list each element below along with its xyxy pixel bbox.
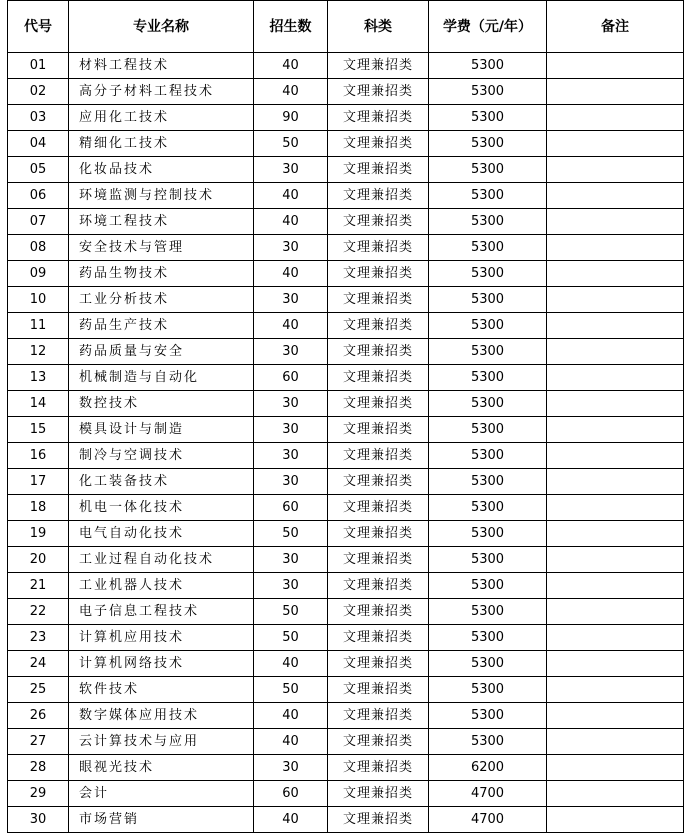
table-row <box>8 183 684 209</box>
cell-remark <box>547 599 684 625</box>
cell-category: 文理兼招类 <box>328 183 429 209</box>
table-row <box>8 157 684 183</box>
cell-code: 27 <box>8 729 69 755</box>
cell-category: 文理兼招类 <box>328 287 429 313</box>
header-fee: 学费（元/年） <box>429 1 547 53</box>
cell-remark <box>547 443 684 469</box>
header-quota: 招生数 <box>254 1 328 53</box>
cell-fee: 6200 <box>429 755 547 781</box>
cell-fee: 5300 <box>429 443 547 469</box>
cell-major-name: 环境监测与控制技术 <box>69 183 254 209</box>
cell-remark <box>547 235 684 261</box>
cell-quota: 30 <box>254 573 328 599</box>
cell-major-name: 数字媒体应用技术 <box>69 703 254 729</box>
cell-remark <box>547 677 684 703</box>
cell-fee: 5300 <box>429 209 547 235</box>
cell-remark <box>547 755 684 781</box>
cell-major-name: 药品生物技术 <box>69 261 254 287</box>
cell-code: 05 <box>8 157 69 183</box>
table-row <box>8 417 684 443</box>
cell-remark <box>547 729 684 755</box>
cell-code: 18 <box>8 495 69 521</box>
cell-fee: 5300 <box>429 599 547 625</box>
cell-fee: 5300 <box>429 365 547 391</box>
cell-quota: 50 <box>254 521 328 547</box>
table-row <box>8 53 684 79</box>
cell-quota: 30 <box>254 391 328 417</box>
cell-remark <box>547 79 684 105</box>
cell-category: 文理兼招类 <box>328 391 429 417</box>
cell-category: 文理兼招类 <box>328 651 429 677</box>
cell-remark <box>547 703 684 729</box>
table-row <box>8 131 684 157</box>
cell-major-name: 药品生产技术 <box>69 313 254 339</box>
header-code: 代号 <box>8 1 69 53</box>
cell-quota: 40 <box>254 79 328 105</box>
table-row <box>8 443 684 469</box>
table-row <box>8 547 684 573</box>
cell-category: 文理兼招类 <box>328 521 429 547</box>
header-name: 专业名称 <box>69 1 254 53</box>
cell-major-name: 精细化工技术 <box>69 131 254 157</box>
cell-category: 文理兼招类 <box>328 131 429 157</box>
cell-fee: 5300 <box>429 677 547 703</box>
cell-major-name: 电气自动化技术 <box>69 521 254 547</box>
cell-major-name: 电子信息工程技术 <box>69 599 254 625</box>
cell-fee: 5300 <box>429 105 547 131</box>
cell-remark <box>547 521 684 547</box>
cell-category: 文理兼招类 <box>328 443 429 469</box>
cell-category: 文理兼招类 <box>328 53 429 79</box>
cell-category: 文理兼招类 <box>328 157 429 183</box>
table-row <box>8 313 684 339</box>
cell-category: 文理兼招类 <box>328 703 429 729</box>
header-row <box>8 1 684 53</box>
cell-major-name: 会计 <box>69 781 254 807</box>
cell-category: 文理兼招类 <box>328 79 429 105</box>
cell-fee: 5300 <box>429 235 547 261</box>
cell-major-name: 机电一体化技术 <box>69 495 254 521</box>
cell-remark <box>547 53 684 79</box>
cell-major-name: 计算机网络技术 <box>69 651 254 677</box>
table-body <box>8 53 684 833</box>
table-row <box>8 573 684 599</box>
cell-quota: 90 <box>254 105 328 131</box>
cell-major-name: 药品质量与安全 <box>69 339 254 365</box>
table-row <box>8 781 684 807</box>
cell-fee: 5300 <box>429 703 547 729</box>
cell-code: 13 <box>8 365 69 391</box>
cell-category: 文理兼招类 <box>328 625 429 651</box>
cell-fee: 5300 <box>429 79 547 105</box>
cell-category: 文理兼招类 <box>328 313 429 339</box>
cell-remark <box>547 469 684 495</box>
cell-code: 20 <box>8 547 69 573</box>
cell-code: 28 <box>8 755 69 781</box>
cell-quota: 40 <box>254 209 328 235</box>
cell-category: 文理兼招类 <box>328 755 429 781</box>
table-row <box>8 365 684 391</box>
cell-code: 30 <box>8 807 69 833</box>
cell-code: 07 <box>8 209 69 235</box>
cell-category: 文理兼招类 <box>328 729 429 755</box>
cell-code: 24 <box>8 651 69 677</box>
table-row <box>8 235 684 261</box>
cell-quota: 40 <box>254 807 328 833</box>
cell-fee: 5300 <box>429 495 547 521</box>
cell-code: 29 <box>8 781 69 807</box>
cell-major-name: 模具设计与制造 <box>69 417 254 443</box>
cell-quota: 30 <box>254 235 328 261</box>
cell-remark <box>547 131 684 157</box>
cell-major-name: 化工装备技术 <box>69 469 254 495</box>
cell-major-name: 工业过程自动化技术 <box>69 547 254 573</box>
cell-category: 文理兼招类 <box>328 209 429 235</box>
cell-code: 11 <box>8 313 69 339</box>
table-row <box>8 495 684 521</box>
cell-fee: 5300 <box>429 261 547 287</box>
cell-fee: 5300 <box>429 339 547 365</box>
cell-major-name: 云计算技术与应用 <box>69 729 254 755</box>
cell-code: 17 <box>8 469 69 495</box>
cell-code: 08 <box>8 235 69 261</box>
cell-major-name: 市场营销 <box>69 807 254 833</box>
cell-quota: 50 <box>254 131 328 157</box>
cell-major-name: 制冷与空调技术 <box>69 443 254 469</box>
cell-fee: 4700 <box>429 781 547 807</box>
cell-major-name: 眼视光技术 <box>69 755 254 781</box>
cell-category: 文理兼招类 <box>328 781 429 807</box>
cell-fee: 5300 <box>429 287 547 313</box>
cell-remark <box>547 781 684 807</box>
cell-remark <box>547 287 684 313</box>
cell-code: 02 <box>8 79 69 105</box>
cell-code: 10 <box>8 287 69 313</box>
cell-quota: 30 <box>254 443 328 469</box>
table-row <box>8 469 684 495</box>
cell-fee: 5300 <box>429 729 547 755</box>
cell-major-name: 计算机应用技术 <box>69 625 254 651</box>
cell-code: 25 <box>8 677 69 703</box>
cell-code: 12 <box>8 339 69 365</box>
cell-fee: 5300 <box>429 391 547 417</box>
table-row <box>8 677 684 703</box>
cell-fee: 5300 <box>429 469 547 495</box>
cell-category: 文理兼招类 <box>328 599 429 625</box>
cell-quota: 60 <box>254 365 328 391</box>
enrollment-table <box>7 0 684 833</box>
cell-fee: 5300 <box>429 157 547 183</box>
cell-remark <box>547 209 684 235</box>
cell-category: 文理兼招类 <box>328 547 429 573</box>
cell-quota: 40 <box>254 53 328 79</box>
cell-major-name: 机械制造与自动化 <box>69 365 254 391</box>
cell-code: 19 <box>8 521 69 547</box>
cell-quota: 30 <box>254 469 328 495</box>
cell-category: 文理兼招类 <box>328 261 429 287</box>
cell-category: 文理兼招类 <box>328 573 429 599</box>
cell-fee: 5300 <box>429 573 547 599</box>
table-row <box>8 79 684 105</box>
cell-major-name: 工业机器人技术 <box>69 573 254 599</box>
cell-fee: 5300 <box>429 521 547 547</box>
cell-major-name: 安全技术与管理 <box>69 235 254 261</box>
cell-category: 文理兼招类 <box>328 469 429 495</box>
cell-fee: 5300 <box>429 625 547 651</box>
table-row <box>8 261 684 287</box>
table-row <box>8 807 684 833</box>
cell-fee: 5300 <box>429 651 547 677</box>
cell-remark <box>547 573 684 599</box>
table-row <box>8 651 684 677</box>
cell-quota: 40 <box>254 313 328 339</box>
cell-remark <box>547 339 684 365</box>
cell-code: 03 <box>8 105 69 131</box>
table-row <box>8 703 684 729</box>
cell-major-name: 化妆品技术 <box>69 157 254 183</box>
cell-category: 文理兼招类 <box>328 807 429 833</box>
cell-fee: 5300 <box>429 131 547 157</box>
header-category: 科类 <box>328 1 429 53</box>
cell-fee: 5300 <box>429 417 547 443</box>
table-row <box>8 105 684 131</box>
cell-quota: 30 <box>254 287 328 313</box>
cell-category: 文理兼招类 <box>328 677 429 703</box>
cell-remark <box>547 651 684 677</box>
cell-major-name: 数控技术 <box>69 391 254 417</box>
cell-quota: 50 <box>254 677 328 703</box>
cell-quota: 50 <box>254 625 328 651</box>
cell-code: 14 <box>8 391 69 417</box>
cell-quota: 60 <box>254 495 328 521</box>
table-row <box>8 209 684 235</box>
cell-major-name: 工业分析技术 <box>69 287 254 313</box>
cell-code: 15 <box>8 417 69 443</box>
cell-quota: 50 <box>254 599 328 625</box>
cell-category: 文理兼招类 <box>328 235 429 261</box>
table-row <box>8 755 684 781</box>
cell-category: 文理兼招类 <box>328 495 429 521</box>
cell-category: 文理兼招类 <box>328 339 429 365</box>
cell-remark <box>547 261 684 287</box>
cell-quota: 60 <box>254 781 328 807</box>
cell-fee: 5300 <box>429 547 547 573</box>
cell-code: 01 <box>8 53 69 79</box>
cell-remark <box>547 183 684 209</box>
cell-major-name: 环境工程技术 <box>69 209 254 235</box>
cell-code: 16 <box>8 443 69 469</box>
cell-quota: 30 <box>254 755 328 781</box>
cell-code: 09 <box>8 261 69 287</box>
cell-remark <box>547 365 684 391</box>
cell-quota: 40 <box>254 183 328 209</box>
cell-major-name: 材料工程技术 <box>69 53 254 79</box>
cell-quota: 30 <box>254 547 328 573</box>
cell-remark <box>547 495 684 521</box>
cell-quota: 30 <box>254 157 328 183</box>
cell-quota: 40 <box>254 651 328 677</box>
cell-remark <box>547 313 684 339</box>
table-row <box>8 339 684 365</box>
cell-quota: 30 <box>254 417 328 443</box>
cell-code: 04 <box>8 131 69 157</box>
cell-major-name: 应用化工技术 <box>69 105 254 131</box>
cell-quota: 40 <box>254 729 328 755</box>
cell-code: 26 <box>8 703 69 729</box>
cell-remark <box>547 807 684 833</box>
cell-code: 06 <box>8 183 69 209</box>
table-row <box>8 391 684 417</box>
cell-quota: 40 <box>254 261 328 287</box>
table-row <box>8 599 684 625</box>
cell-quota: 30 <box>254 339 328 365</box>
cell-code: 22 <box>8 599 69 625</box>
cell-quota: 40 <box>254 703 328 729</box>
cell-category: 文理兼招类 <box>328 365 429 391</box>
header-remark: 备注 <box>547 1 684 53</box>
cell-fee: 5300 <box>429 183 547 209</box>
cell-code: 21 <box>8 573 69 599</box>
cell-fee: 5300 <box>429 313 547 339</box>
cell-remark <box>547 625 684 651</box>
cell-category: 文理兼招类 <box>328 417 429 443</box>
cell-code: 23 <box>8 625 69 651</box>
cell-remark <box>547 417 684 443</box>
table-row <box>8 729 684 755</box>
cell-major-name: 软件技术 <box>69 677 254 703</box>
cell-remark <box>547 547 684 573</box>
cell-category: 文理兼招类 <box>328 105 429 131</box>
table-row <box>8 625 684 651</box>
cell-fee: 5300 <box>429 53 547 79</box>
cell-remark <box>547 391 684 417</box>
cell-remark <box>547 157 684 183</box>
cell-fee: 4700 <box>429 807 547 833</box>
table-row <box>8 521 684 547</box>
cell-major-name: 高分子材料工程技术 <box>69 79 254 105</box>
cell-remark <box>547 105 684 131</box>
table-row <box>8 287 684 313</box>
